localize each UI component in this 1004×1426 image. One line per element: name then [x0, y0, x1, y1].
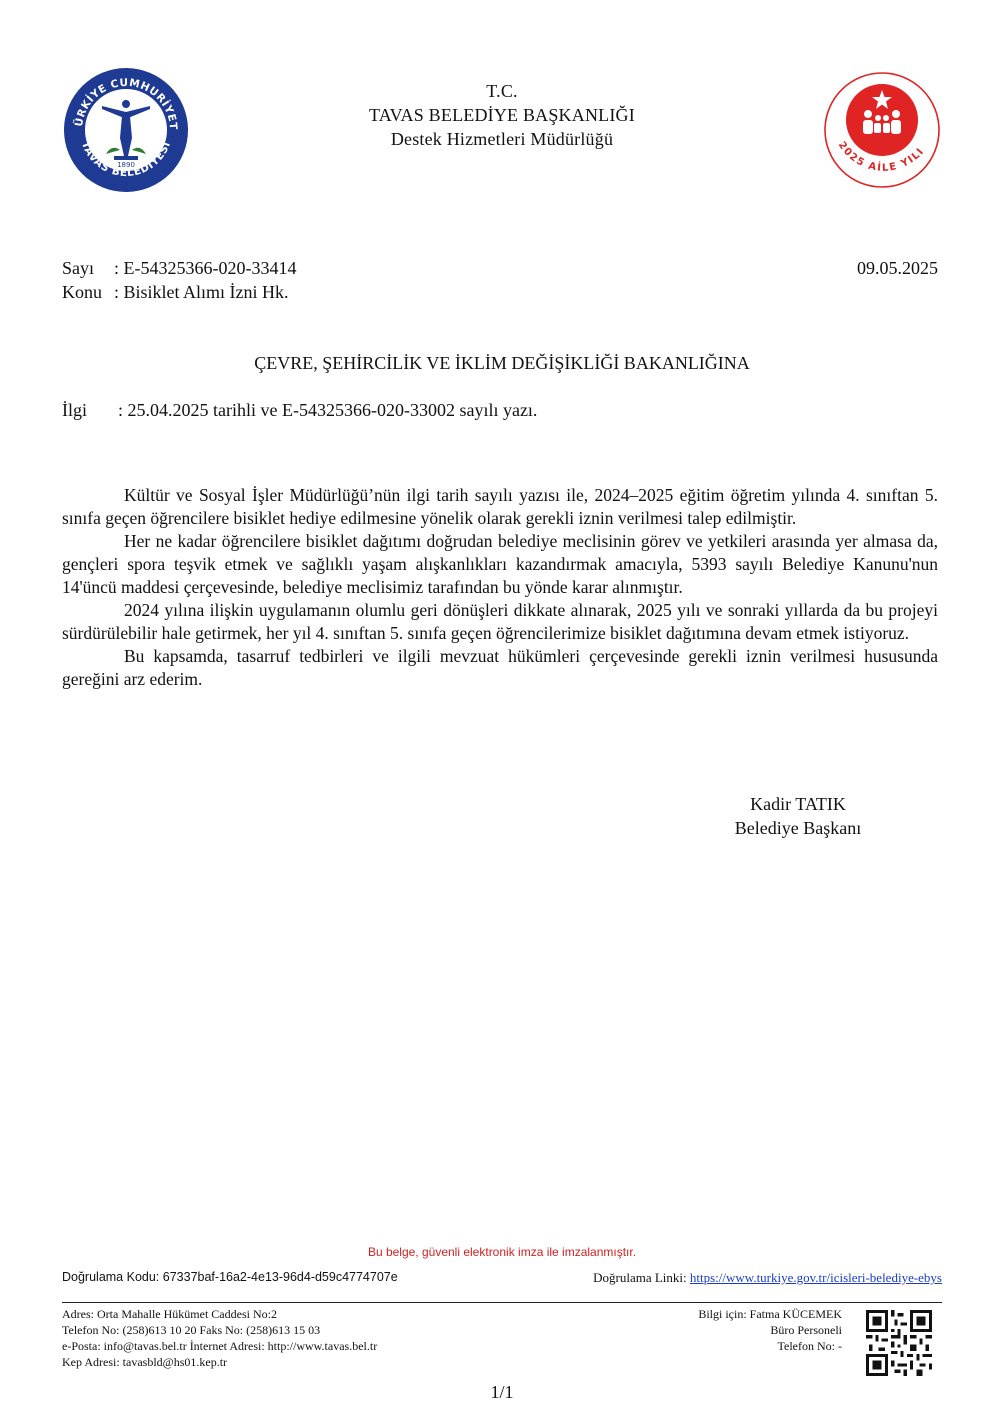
qr-code [866, 1310, 932, 1376]
ilgi-value: : 25.04.2025 tarihli ve E-54325366-020-33002 sayılı yazı. [118, 400, 538, 420]
paragraph: Kültür ve Sosyal İşler Müdürlüğü’nün ilgi tarih sayılı yazısı ile, 2024–2025 eğitim öğretim yılında 4. sınıftan 5. sınıfa geçen öğrencilere bisiklet hediye edilmesine yönelik olarak gerekli iznin verilmesi talep edilmiştir. [62, 485, 938, 528]
family-year-logo [822, 72, 942, 188]
verify-link-label: Doğrulama Linki: [593, 1270, 687, 1285]
verify-code-label: Doğrulama Kodu: [62, 1270, 160, 1284]
sayi-value: : E-54325366-020-33414 [114, 258, 297, 278]
contact-phone: Telefon No: - [777, 1339, 842, 1353]
document-date: 09.05.2025 [857, 258, 938, 278]
letter-body [62, 484, 938, 691]
esign-notice: Bu belge, güvenli elektronik imza ile imzalanmıştır. [367, 1245, 637, 1259]
seal-top-text: ÜRKİYE CUMHURİYET [72, 76, 180, 131]
signatory-title: Belediye Başkanı [734, 818, 862, 838]
seal-bottom-text: TAVAS BELEDİYESİ [78, 139, 174, 180]
contact-role: Büro Personeli [770, 1323, 842, 1337]
footer-divider [62, 1302, 942, 1303]
konu-label: Konu [62, 282, 102, 302]
header-department: Destek Hizmetleri Müdürlüğü [390, 129, 614, 149]
header-tc: T.C. [486, 81, 518, 101]
footer-email: e-Posta: info@tavas.bel.tr İnternet Adresi: http://www.tavas.bel.tr [62, 1339, 378, 1353]
page-number: 1/1 [490, 1382, 514, 1402]
verify-code: 67337baf-16a2-4e13-96d4-d59c4774707e [162, 1270, 398, 1284]
footer-kep: Kep Adresi: tavasbld@hs01.kep.tr [62, 1355, 228, 1369]
footer-phone: Telefon No: (258)613 10 20 Faks No: (258)613 15 03 [62, 1323, 321, 1337]
paragraph: Bu kapsamda, tasarruf tedbirleri ve ilgili mevzuat hükümleri çerçevesinde gerekli iznin verilmesi hususunda gereğini arz ederim. [62, 646, 938, 689]
header-institution: TAVAS BELEDİYE BAŞKANLIĞI [369, 105, 635, 125]
paragraph: 2024 yılına ilişkin uygulamanın olumlu geri dönüşleri dikkate alınarak, 2025 yılı ve sonraki yıllarda da bu projeyi sürdürülebilir hale getirmek, her yıl 4. sınıftan 5. sınıfa geçen öğrencilerimize bisiklet dağıtımına devam etmek istiyoruz. [62, 600, 938, 643]
logo-text: 2025 AİLE YILI [835, 139, 927, 174]
verify-link[interactable]: https://www.turkiye.gov.tr/icisleri-belediye-ebys [689, 1270, 942, 1285]
paragraph: Her ne kadar öğrencilere bisiklet dağıtımı doğrudan belediye meclisinin görev ve yetkileri arasında yer almasa da, gençleri spora teşvik etmek ve sağlıklı yaşam alışkanlıkları kazandırmak amacıyla, 5393 sayılı Belediye Kanunu'nun 14'üncü maddesi çerçevesinde, belediye meclisimiz tarafından bu yönde karar alınmıştır. [62, 531, 938, 597]
signatory-name: Kadir TATIK [750, 794, 846, 814]
ilgi-label: İlgi [62, 400, 87, 420]
footer-address: Adres: Orta Mahalle Hükümet Caddesi No:2 [62, 1307, 277, 1321]
seal-year: 1890 [117, 161, 135, 169]
addressee: ÇEVRE, ŞEHİRCİLİK VE İKLİM DEĞİŞİKLİĞİ BAKANLIĞINA [254, 353, 750, 373]
konu-value: : Bisiklet Alımı İzni Hk. [114, 282, 289, 302]
contact-person: Bilgi için: Fatma KÜCEMEK [698, 1307, 842, 1321]
sayi-label: Sayı [62, 258, 95, 278]
